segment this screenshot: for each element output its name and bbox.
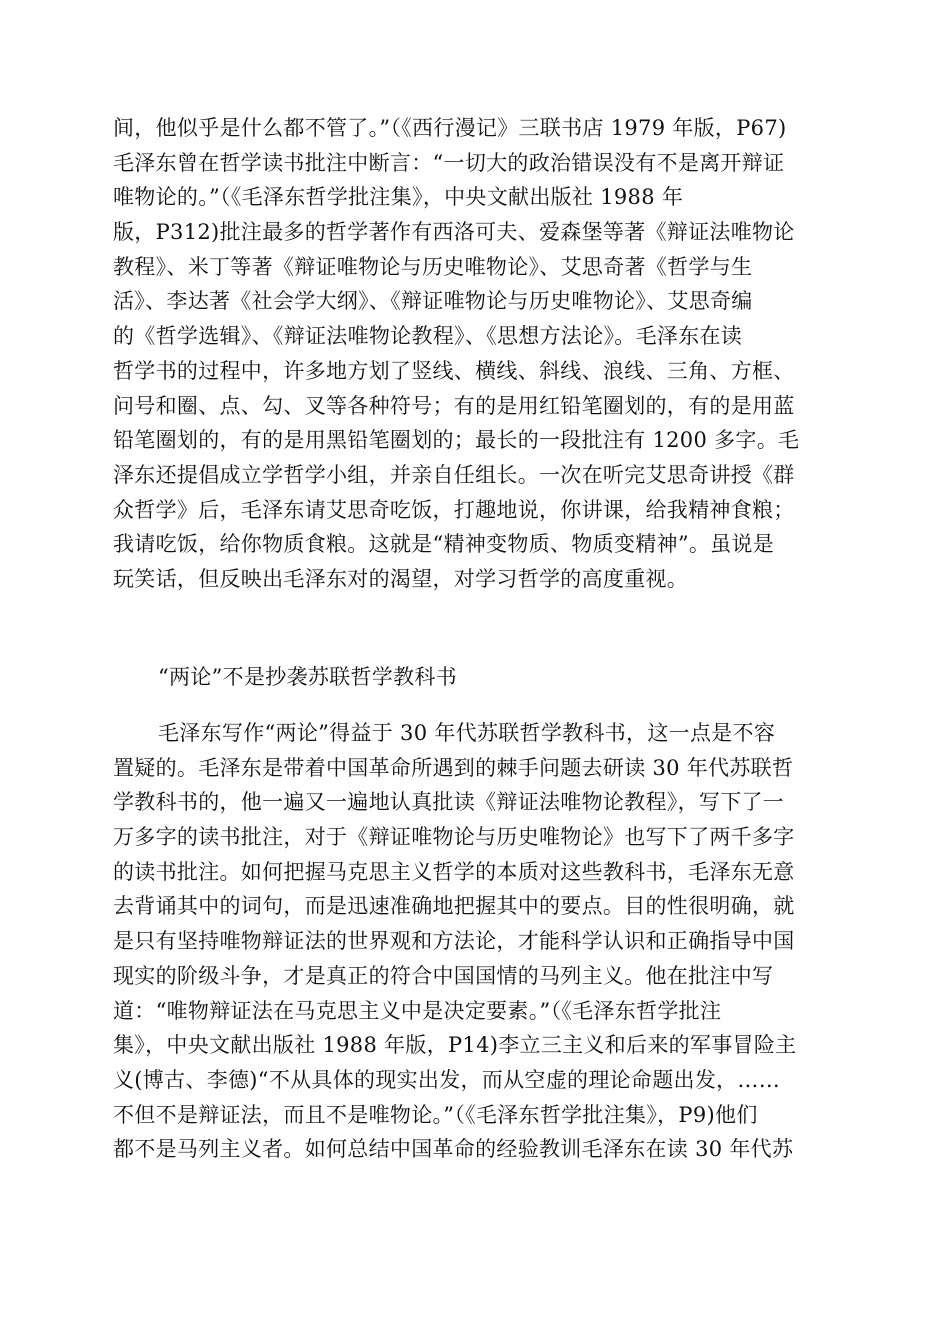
paragraph-line: 学教科书的，他一遍又一遍地认真批读《辩证法唯物论教程》，写下了一 [113,790,785,815]
paragraph-2 [113,716,833,1167]
paragraph-line: 哲学书的过程中，许多地方划了竖线、横线、斜线、浪线、三角、方框、 [113,358,795,383]
paragraph-line: 教程》、米丁等著《辩证唯物论与历史唯物论》、艾思奇著《哲学与生 [113,254,753,279]
paragraph-line: 铅笔圈划的，有的是用黑铅笔圈划的；最长的一段批注有 1200 多字。毛 [113,428,800,453]
paragraph-line: 我请吃饭，给你物质食粮。这就是“精神变物质、物质变精神”。虽说是 [113,532,775,557]
paragraph-line: 玩笑话，但反映出毛泽东对的渴望，对学习哲学的高度重视。 [113,566,689,591]
paragraph-line: 不但不是辩证法，而且不是唯物论。”（《毛泽东哲学批注集》，P9)他们 [113,1102,758,1127]
paragraph-line: 众哲学》后，毛泽东请艾思奇吃饭，打趣地说，你讲课，给我精神食粮； [113,497,795,522]
paragraph-line: 问号和圈、点、勾、叉等各种符号；有的是用红铅笔圈划的，有的是用蓝 [113,393,795,418]
paragraph-line: 是只有坚持唯物辩证法的世界观和方法论，才能科学认识和正确指导中国 [113,929,795,954]
paragraph-line: 的读书批注。如何把握马克思主义哲学的本质对这些教科书，毛泽东无意 [113,859,795,884]
paragraph-line: 毛泽东曾在哲学读书批注中断言：“一切大的政治错误没有不是离开辩证 [113,150,785,175]
paragraph-line: 集》，中央文献出版社 1988 年版，P14)李立三主义和后来的军事冒险主 [113,1033,797,1058]
paragraph-line: 义(博古、李德)“不从具体的现实出发，而从空虚的理论命题出发，…… [113,1067,781,1092]
paragraph-line: 毛泽东写作“两论”得益于 30 年代苏联哲学教科书，这一点是不容 [158,721,776,745]
paragraph-line: 都不是马列主义者。如何总结中国革命的经验教训毛泽东在读 30 年代苏 [113,1137,794,1162]
paragraph-line: 去背诵其中的词句，而是迅速准确地把握其中的要点。目的性很明确，就 [113,894,795,919]
paragraph-line: 间，他似乎是什么都不管了。”（《西行漫记》三联书店 1979 年版，P67) [113,116,787,140]
paragraph-line: 活》、李达著《社会学大纲》、《辩证唯物论与历史唯物论》、艾思奇编 [113,289,753,314]
paragraph-line: 泽东还提倡成立学哲学小组，并亲自任组长。一次在听完艾思奇讲授《群 [113,462,795,487]
section-heading [113,660,833,695]
paragraph-line: 版，P312)批注最多的哲学著作有西洛可夫、爱森堡等著《辩证法唯物论 [113,220,795,245]
paragraph-line: 现实的阶级斗争，才是真正的符合中国国情的马列主义。他在批注中写 [113,963,774,988]
paragraph-line: 置疑的。毛泽东是带着中国革命所遇到的棘手问题去研读 30 年代苏联哲 [113,755,794,780]
paragraph-1 [113,111,833,597]
paragraph-line: 唯物论的。”（《毛泽东哲学批注集》，中央文献出版社 1988 年 [113,185,684,210]
paragraph-line: 的《哲学选辑》、《辩证法唯物论教程》、《思想方法论》。毛泽东在读 [113,324,743,349]
section-heading-text: “两论”不是抄袭苏联哲学教科书 [158,665,457,689]
paragraph-line: 万多字的读书批注，对于《辩证唯物论与历史唯物论》也写下了两千多字 [113,825,795,850]
paragraph-line: 道：“唯物辩证法在马克思主义中是决定要素。”（《毛泽东哲学批注 [113,998,722,1023]
